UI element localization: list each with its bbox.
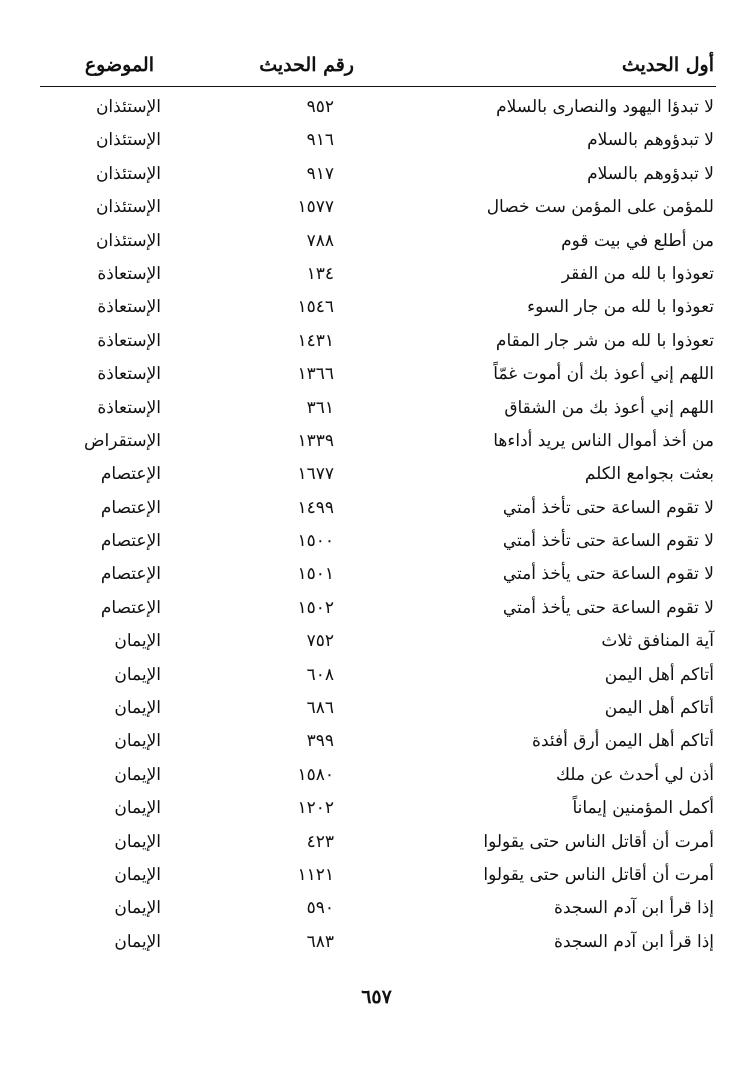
table-row	[40, 827, 714, 860]
hadith-beginning: لا تبدؤوهم بالسلام	[587, 163, 714, 184]
hadith-beginning: إذا قرأ ابن آدم السجدة	[554, 931, 714, 952]
hadith-number: ١٥٠٠	[297, 531, 334, 552]
table-row	[40, 326, 714, 359]
hadith-number: ٧٨٨	[306, 230, 334, 251]
hadith-number: ١٤٣١	[297, 330, 334, 351]
hadith-topic: الإستئذان	[95, 230, 161, 251]
hadith-topic: الإعتصام	[100, 597, 161, 618]
table-row	[40, 292, 714, 325]
hadith-beginning: من أخذ أموال الناس يريد أداءها	[493, 430, 714, 451]
hadith-beginning: لا تقوم الساعة حتى تأخذ أمتي	[502, 497, 714, 518]
hadith-topic: الإيمان	[114, 664, 161, 685]
table-row	[40, 559, 714, 592]
hadith-number: ٦٨٦	[306, 698, 334, 719]
hadith-beginning: من أطلع في بيت قوم	[561, 230, 714, 251]
table-row	[40, 526, 714, 559]
hadith-beginning: أتاكم أهل اليمن	[604, 664, 714, 685]
hadith-topic: الإستعاذة	[97, 330, 161, 351]
hadith-topic: الإيمان	[114, 631, 161, 652]
hadith-beginning: لا تبدؤوهم بالسلام	[587, 130, 714, 151]
hadith-beginning: آية المنافق ثلاث	[601, 631, 714, 652]
hadith-beginning: أمرت أن أقاتل الناس حتى يقولوا	[483, 864, 714, 885]
hadith-number: ٩١٦	[306, 130, 334, 151]
table-row	[40, 259, 714, 292]
page-number: ٦٥٧	[361, 986, 392, 1008]
header-hadith-beginning: أول الحديث	[621, 54, 714, 76]
index-table	[40, 92, 714, 960]
header-topic: الموضوع	[84, 54, 154, 76]
hadith-topic: الإستعاذة	[97, 364, 161, 385]
hadith-number: ١٣٦٦	[297, 364, 334, 385]
hadith-beginning: تعوذوا با لله من شر جار المقام	[495, 330, 714, 351]
table-row	[40, 125, 714, 158]
hadith-number: ٩٥٢	[306, 97, 334, 117]
table-row	[40, 726, 714, 759]
hadith-number: ١٣٤	[306, 263, 334, 284]
hadith-number: ٣٩٩	[306, 731, 334, 752]
hadith-topic: الإستئذان	[95, 163, 161, 184]
table-row	[40, 593, 714, 626]
header-hadith-number: رقم الحديث	[259, 54, 354, 76]
hadith-topic: الإيمان	[114, 798, 161, 819]
table-row	[40, 893, 714, 926]
hadith-number: ٥٩٠	[306, 898, 334, 919]
table-row	[40, 860, 714, 893]
table-header	[40, 54, 714, 86]
hadith-beginning: أتاكم أهل اليمن	[604, 698, 714, 719]
hadith-beginning: لا تقوم الساعة حتى يأخذ أمتي	[502, 564, 714, 585]
table-row	[40, 660, 714, 693]
hadith-topic: الإعتصام	[100, 531, 161, 552]
hadith-beginning: أتاكم أهل اليمن أرق أفئدة	[532, 731, 714, 752]
table-row	[40, 359, 714, 392]
table-row	[40, 192, 714, 225]
hadith-beginning: تعوذوا با لله من جار السوء	[527, 297, 714, 318]
hadith-number: ١٥٧٧	[297, 197, 334, 218]
hadith-topic: الإيمان	[114, 831, 161, 852]
table-row	[40, 426, 714, 459]
hadith-beginning: لا تقوم الساعة حتى يأخذ أمتي	[502, 597, 714, 618]
hadith-topic: الإيمان	[114, 764, 161, 785]
hadith-number: ٣٦١	[306, 397, 334, 418]
hadith-number: ٤٢٣	[306, 831, 334, 852]
hadith-beginning: لا تبدؤا اليهود والنصارى بالسلام	[496, 97, 714, 117]
table-row	[40, 159, 714, 192]
hadith-topic: الإستئذان	[95, 130, 161, 151]
table-row	[40, 459, 714, 492]
hadith-topic: الإيمان	[114, 898, 161, 919]
table-row	[40, 493, 714, 526]
hadith-beginning: أمرت أن أقاتل الناس حتى يقولوا	[483, 831, 714, 852]
hadith-number: ٦٨٣	[306, 931, 334, 952]
hadith-beginning: اللهم إني أعوذ بك من الشقاق	[504, 397, 714, 418]
hadith-number: ٧٥٢	[306, 631, 334, 652]
hadith-beginning: للمؤمن على المؤمن ست خصال	[486, 197, 714, 218]
hadith-topic: الإيمان	[114, 698, 161, 719]
hadith-number: ١٥٠٢	[297, 597, 334, 618]
table-row	[40, 393, 714, 426]
hadith-topic: الإعتصام	[100, 497, 161, 518]
hadith-beginning: تعوذوا با لله من الفقر	[561, 263, 714, 284]
hadith-beginning: بعثت بجوامع الكلم	[584, 464, 714, 485]
hadith-number: ١٦٧٧	[297, 464, 334, 485]
table-row	[40, 760, 714, 793]
hadith-topic: الإستعاذة	[97, 263, 161, 284]
table-row	[40, 927, 714, 960]
hadith-topic: الإستقراض	[83, 430, 161, 451]
hadith-number: ١٤٩٩	[297, 497, 334, 518]
hadith-beginning: لا تقوم الساعة حتى تأخذ أمتي	[502, 531, 714, 552]
hadith-number: ١٥٨٠	[297, 764, 334, 785]
hadith-beginning: أكمل المؤمنين إيماناً	[572, 798, 714, 819]
table-row	[40, 92, 714, 125]
hadith-topic: الإيمان	[114, 731, 161, 752]
table-row	[40, 793, 714, 826]
hadith-beginning: أذن لي أحدث عن ملك	[555, 764, 714, 785]
hadith-topic: الإعتصام	[100, 564, 161, 585]
header-divider	[40, 86, 716, 87]
hadith-number: ٦٠٨	[306, 664, 334, 685]
hadith-topic: الإستعاذة	[97, 297, 161, 318]
hadith-topic: الإستئذان	[95, 97, 161, 117]
hadith-beginning: اللهم إني أعوذ بك أن أموت غمّاً	[493, 364, 714, 385]
hadith-number: ١١٢١	[297, 864, 334, 885]
hadith-topic: الإيمان	[114, 931, 161, 952]
hadith-number: ٩١٧	[306, 163, 334, 184]
hadith-number: ١٢٠٢	[297, 798, 334, 819]
table-row	[40, 693, 714, 726]
hadith-topic: الإعتصام	[100, 464, 161, 485]
hadith-topic: الإيمان	[114, 864, 161, 885]
hadith-number: ١٥٤٦	[297, 297, 334, 318]
table-row	[40, 626, 714, 659]
hadith-topic: الإستعاذة	[97, 397, 161, 418]
hadith-number: ١٣٣٩	[297, 430, 334, 451]
hadith-number: ١٥٠١	[297, 564, 334, 585]
hadith-beginning: إذا قرأ ابن آدم السجدة	[554, 898, 714, 919]
table-row	[40, 226, 714, 259]
hadith-topic: الإستئذان	[95, 197, 161, 218]
